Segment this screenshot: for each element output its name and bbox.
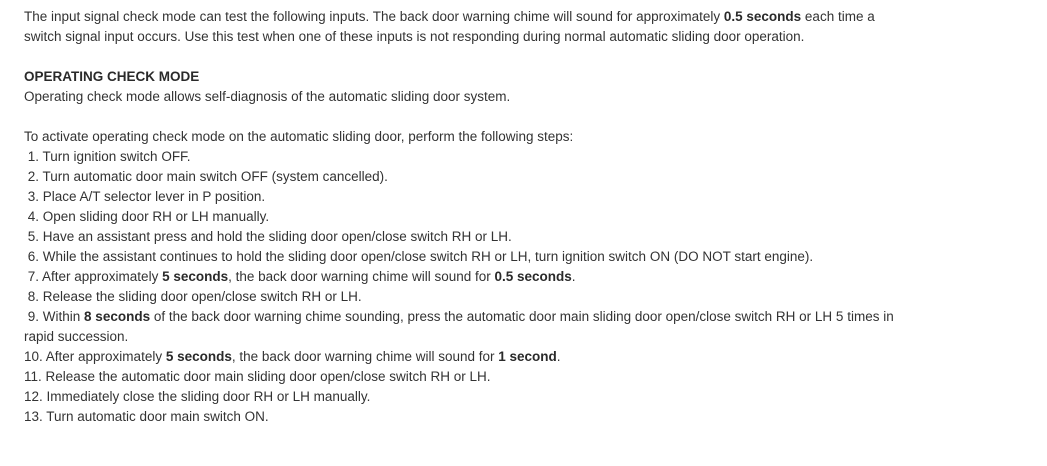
step-9-bold-b: 8 seconds (84, 309, 151, 324)
step-10-bold-b: 5 seconds (165, 349, 232, 364)
spacer (24, 107, 894, 127)
step-9-text-a: 9. Within (24, 309, 85, 324)
step-7-bold-b: 5 seconds (162, 269, 229, 284)
step-9-text-c: of the back door warning chime sounding, press the automatic door main sliding door open/close switch RH or LH 5 times in rapid succession. (24, 309, 898, 344)
step-5: 5. Have an assistant press and hold the sliding door open/close switch RH or LH. (24, 229, 512, 244)
intro-bold-duration: 0.5 seconds (723, 9, 802, 24)
step-7 (24, 267, 894, 287)
document-body (24, 7, 898, 427)
intro-text-2: each time a switch signal input occurs. Use this test when one of these inputs is not responding during normal automatic sliding door operation. (24, 9, 875, 44)
step-3: 3. Place A/T selector lever in P position. (24, 189, 266, 204)
step-8: 8. Release the sliding door open/close switch RH or LH. (24, 289, 362, 304)
section-description: Operating check mode allows self-diagnosis of the automatic sliding door system. (24, 89, 511, 104)
step-7-bold-d: 0.5 seconds (494, 269, 572, 284)
step-7-text-a: 7. After approximately (24, 269, 163, 284)
intro-paragraph (24, 7, 894, 47)
step-10 (24, 347, 894, 367)
step-7-text-c: , the back door warning chime will sound for (228, 269, 495, 284)
step-11: 11. Release the automatic door main sliding door open/close switch RH or LH. (24, 369, 491, 384)
section-heading: OPERATING CHECK MODE (24, 69, 200, 84)
step-7-text-e: . (571, 269, 576, 284)
step-2: 2. Turn automatic door main switch OFF (system cancelled). (24, 169, 388, 184)
step-10-text-a: 10. After approximately (24, 349, 166, 364)
step-12: 12. Immediately close the sliding door RH or LH manually. (24, 389, 371, 404)
step-10-text-c: , the back door warning chime will sound for (231, 349, 499, 364)
intro-text-1: The input signal check mode can test the following inputs. The back door warning chime will sound for approximately (24, 9, 724, 24)
spacer (24, 47, 894, 67)
steps-lead: To activate operating check mode on the automatic sliding door, perform the following steps: (24, 129, 574, 144)
step-6: 6. While the assistant continues to hold the sliding door open/close switch RH or LH, turn ignition switch ON (DO NOT start engine). (24, 249, 814, 264)
step-9 (24, 307, 898, 347)
step-1: 1. Turn ignition switch OFF. (24, 149, 191, 164)
step-13: 13. Turn automatic door main switch ON. (24, 409, 269, 424)
step-10-text-e: . (556, 349, 561, 364)
step-10-bold-d: 1 second (498, 349, 557, 364)
step-4: 4. Open sliding door RH or LH manually. (24, 209, 270, 224)
